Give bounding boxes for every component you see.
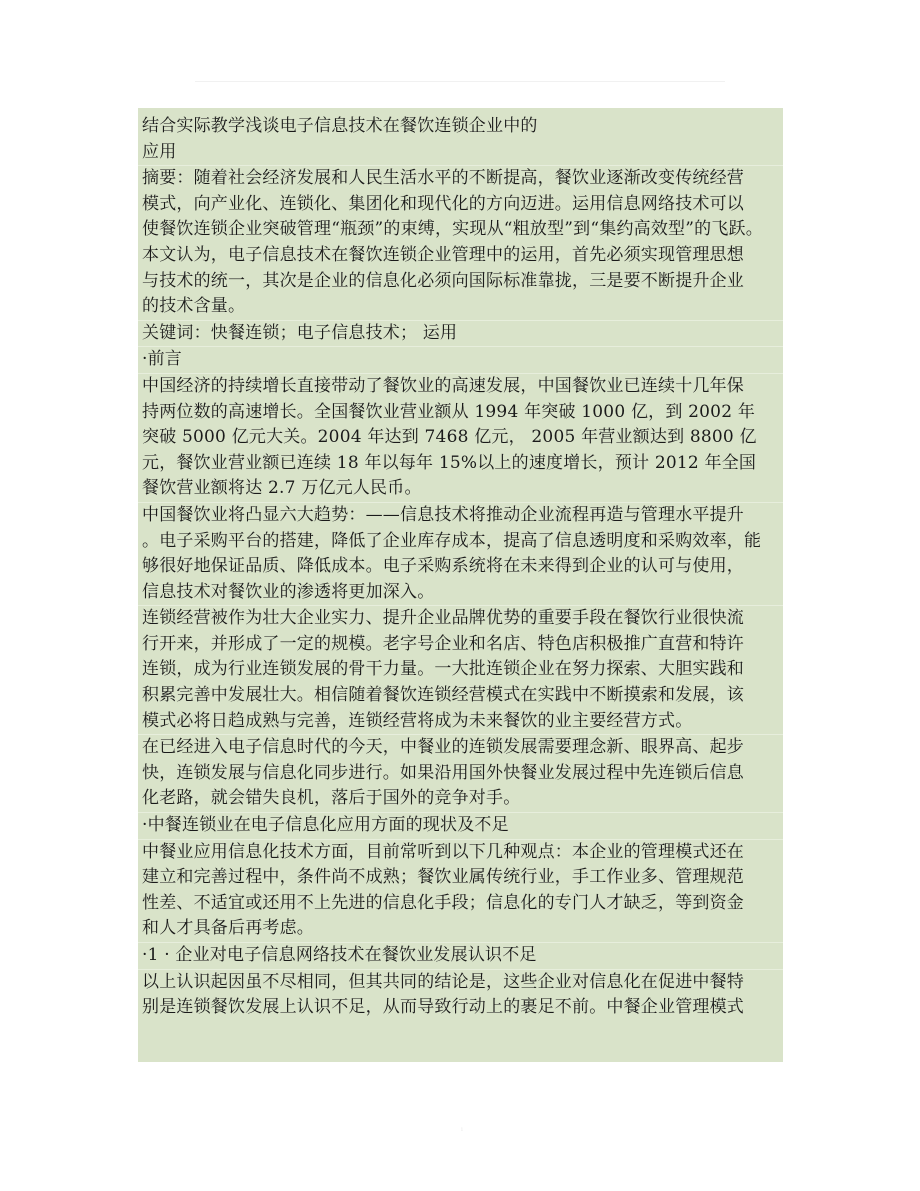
paragraph-line: 积累完善中发展壮大。相信随着餐饮连锁经营模式在实践中不断摸索和发展，该 — [142, 685, 744, 706]
paragraph-line: 信息技术对餐饮业的渗透将更加深入。 — [138, 580, 783, 607]
paragraph-line: 够很好地保证品质、降低成本。电子采购系统将在未来得到企业的认可与使用， — [142, 556, 744, 577]
title-line: 结合实际教学浅谈电子信息技术在餐饮连锁企业中的 — [142, 116, 538, 136]
paragraph-line: 连锁经营被作为壮大企业实力、提升企业品牌优势的重要手段在餐饮行业很快流 — [142, 608, 744, 629]
section-heading-1: ·1 · 企业对电子信息网络技术在餐饮业发展认识不足 — [138, 943, 783, 970]
paragraph-line: 。电子采购平台的搭建，降低了企业库存成本，提高了信息透明度和采购效率，能 — [142, 530, 762, 551]
keywords: 关键词：快餐连锁；电子信息技术； 运用 — [138, 321, 783, 348]
abstract-line: 与技术的统一，其次是企业的信息化必须向国际标准靠拢，三是要不断提升企业 — [142, 270, 744, 291]
paragraph-line: 和人才具备后再考虑。 — [138, 916, 783, 943]
paragraph-line: 建立和完善过程中，条件尚不成熟；餐饮业属传统行业，手工作业多、管理规范 — [142, 867, 744, 888]
section-heading-preface: ·前言 — [138, 347, 783, 374]
page-number: 1 — [460, 1127, 464, 1133]
paragraph-line: 突破 5000 亿元大关。2004 年达到 7468 亿元， 2005 年营业额达到 8800 亿 — [142, 427, 757, 448]
paragraph-line: 中餐业应用信息化技术方面，目前常听到以下几种观点：本企业的管理模式还在 — [142, 841, 744, 862]
section-heading-status: ·中餐连锁业在电子信息化应用方面的现状及不足 — [138, 813, 783, 840]
paragraph-line: 中国餐饮业将凸显六大趋势：——信息技术将推动企业流程再造与管理水平提升 — [142, 504, 744, 525]
abstract-line: 摘要：随着社会经济发展和人民生活水平的不断提高，餐饮业逐渐改变传统经营 — [142, 168, 744, 189]
paragraph-line: 快，连锁发展与信息化同步进行。如果沿用国外快餐业发展过程中先连锁后信息 — [142, 762, 744, 783]
abstract-line: 使餐饮连锁企业突破管理“瓶颈”的束缚，实现从“粗放型”到“集约高效型”的飞跃。 — [142, 219, 763, 240]
abstract-line: 模式，向产业化、连锁化、集团化和现代化的方向迈进。运用信息网络技术可以 — [142, 193, 744, 214]
header-rule — [195, 81, 725, 82]
paragraph-line: 模式必将日趋成熟与完善，连锁经营将成为未来餐饮的业主要经营方式。 — [138, 709, 783, 736]
paragraph-line: 化老路，就会错失良机，落后于国外的竞争对手。 — [138, 786, 783, 813]
paragraph-line: 行开来，并形成了一定的规模。老字号企业和名店、特色店积极推广直营和特许 — [142, 633, 744, 654]
abstract-line: 本文认为，电子信息技术在餐饮连锁企业管理中的运用，首先必须实现管理思想 — [142, 244, 744, 265]
paragraph-line: 以上认识起因虽不尽相同，但其共同的结论是，这些企业对信息化在促进中餐特 — [142, 971, 744, 992]
abstract-line: 的技术含量。 — [138, 294, 783, 321]
paragraph-line: 性差、不适宜或还用不上先进的信息化手段；信息化的专门人才缺乏，等到资金 — [142, 892, 744, 913]
paragraph-line: 持两位数的高速增长。全国餐饮业营业额从 1994 年突破 1000 亿，到 2002 年 — [142, 401, 756, 422]
paragraph-line: 中国经济的持续增长直接带动了餐饮业的高速发展，中国餐饮业已连续十几年保 — [142, 375, 744, 396]
paragraph-line: 连锁，成为行业连锁发展的骨干力量。一大批连锁企业在努力探索、大胆实践和 — [142, 659, 744, 680]
paragraph-line: 在已经进入电子信息时代的今天，中餐业的连锁发展需要理念新、眼界高、起步 — [142, 737, 744, 758]
document-body — [138, 108, 783, 1062]
paragraph-line: 元，餐饮业营业额已连续 18 年以每年 15%以上的速度增长，预计 2012 年全国 — [142, 452, 757, 473]
title-line: 应用 — [138, 140, 783, 167]
paragraph-line: 餐饮营业额将达 2.7 万亿元人民币。 — [138, 476, 783, 503]
paragraph-line: 别是连锁餐饮发展上认识不足，从而导致行动上的裹足不前。中餐企业管理模式 — [142, 997, 744, 1018]
